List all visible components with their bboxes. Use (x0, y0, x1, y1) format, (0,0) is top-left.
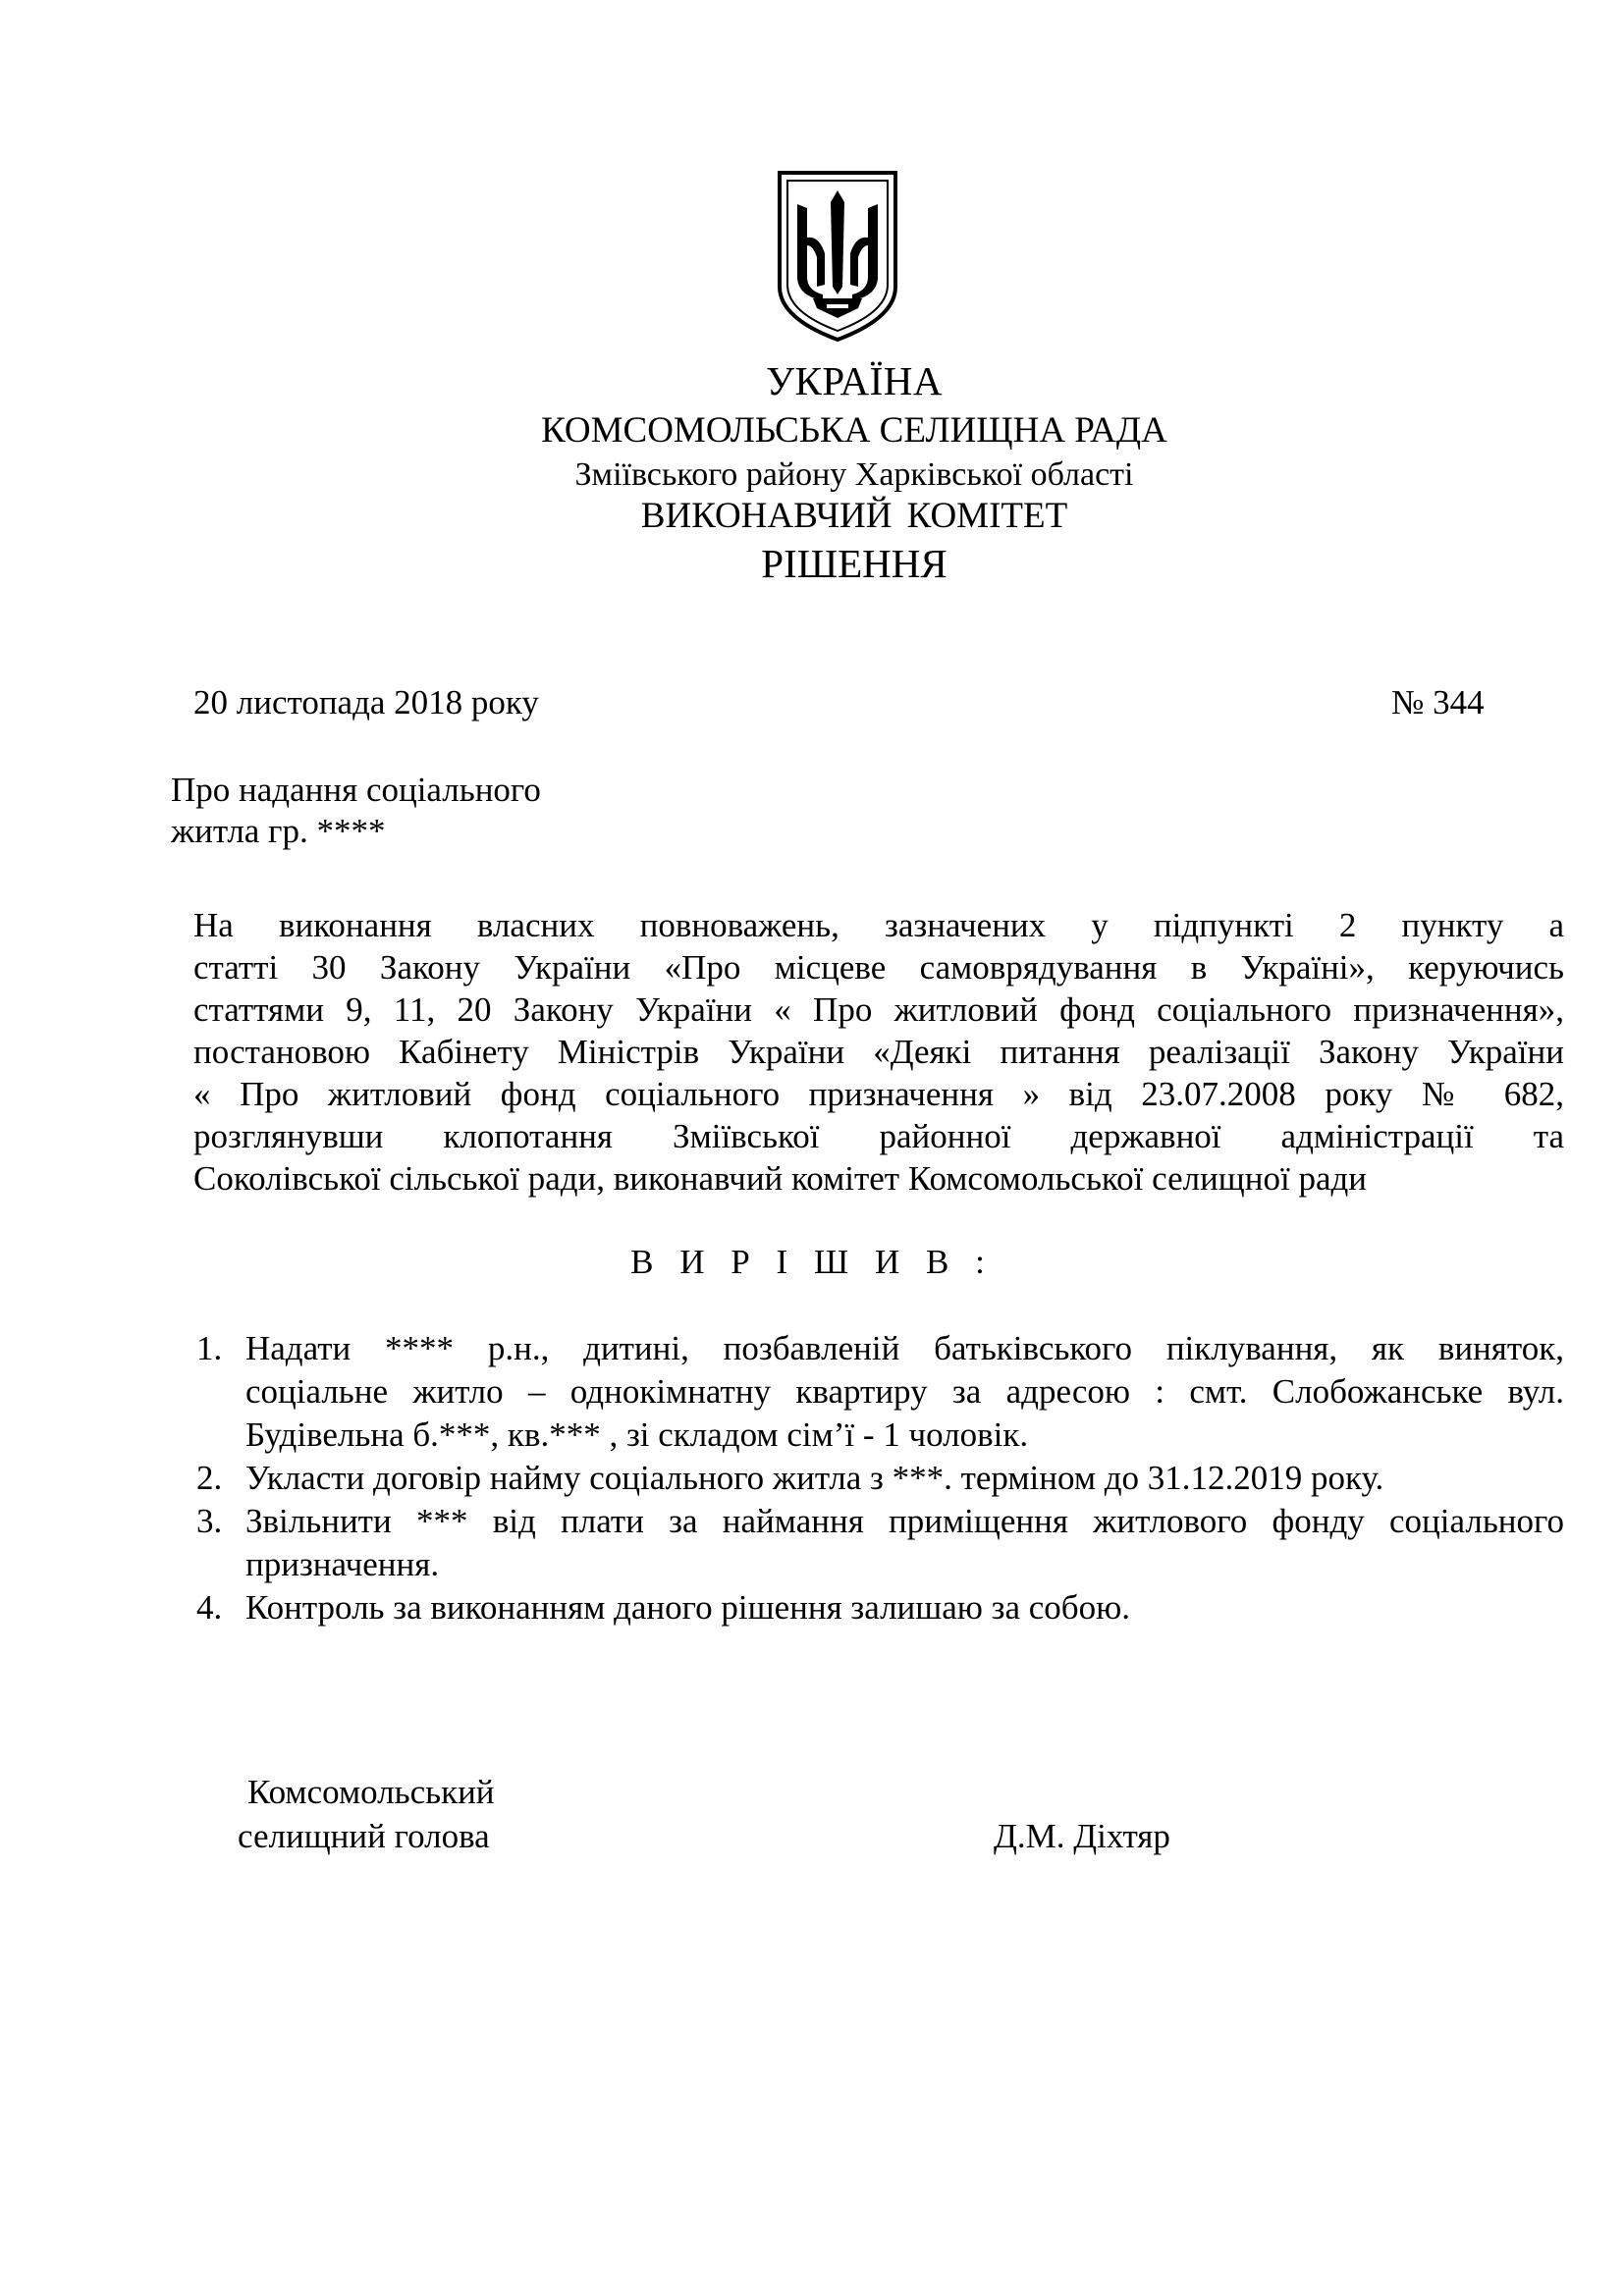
item-line: Будівельна б.***, кв.*** , зі складом сім’ї - 1 чоловік. (245, 1415, 1029, 1454)
item-line: соціальне житло – однокімнатну квартиру за адресою : смт. Слобожанське вул. (245, 1372, 1564, 1411)
subject-line: Про надання соціального (171, 771, 541, 809)
preamble-line: Соколівської сільської ради, виконавчий комітет Комсомольської селищної ради (193, 1159, 1368, 1198)
preamble-line: « Про житловий фонд соціального призначення » від 23.07.2008 року № 682, (193, 1075, 1564, 1113)
item-number: 3. (196, 1502, 223, 1540)
signatory-title: Комсомольський (247, 1773, 495, 1811)
item-line: Надати **** р.н., дитині, позбавленій батьківського піклування, як виняток, (245, 1329, 1564, 1367)
preamble-line: статті 30 Закону України «Про місцеве самоврядування в Україні», керуючись (193, 948, 1564, 987)
preamble-line: На виконання власних повноважень, зазначених у підпункті 2 пункту а (193, 906, 1564, 944)
signatory-name: Д.М. Діхтяр (994, 1817, 1170, 1855)
decision-date: 20 листопада 2018 року (193, 683, 539, 721)
preamble-line: статтями 9, 11, 20 Закону України « Про житловий фонд соціального призначення», (193, 990, 1564, 1029)
decision-number: № 344 (1391, 683, 1485, 721)
region-heading: Зміївського району Харківської області (574, 456, 1134, 493)
item-line: Укласти договір найму соціального житла з ***. терміном до 31.12.2019 року. (245, 1459, 1384, 1497)
signatory-title: селищний голова (238, 1817, 490, 1855)
country-heading: УКРАЇНА (766, 358, 943, 403)
committee-heading: ВИКОНАВЧИЙ КОМІТЕТ (640, 496, 1068, 536)
item-number: 1. (196, 1329, 223, 1367)
subject-line: житла гр. **** (171, 812, 386, 850)
preamble-line: розглянувши клопотання Зміївської районної державної адміністрації та (193, 1117, 1564, 1155)
document-type-heading: РІШЕННЯ (761, 541, 947, 586)
item-line: призначення. (245, 1545, 440, 1583)
preamble-line: постановою Кабінету Міністрів України «Деякі питання реалізації Закону України (193, 1033, 1564, 1071)
tryzub-coat-of-arms-icon (774, 169, 901, 344)
item-line: Звільнити *** від плати за наймання приміщення житлового фонду соціального (245, 1502, 1564, 1540)
decided-heading: В И Р І Ш И В : (630, 1243, 994, 1281)
council-heading: КОМСОМОЛЬСЬКА СЕЛИЩНА РАДА (541, 410, 1167, 451)
item-line: Контроль за виконанням даного рішення залишаю за собою. (245, 1588, 1131, 1627)
item-number: 4. (196, 1588, 223, 1627)
item-number: 2. (196, 1459, 223, 1497)
